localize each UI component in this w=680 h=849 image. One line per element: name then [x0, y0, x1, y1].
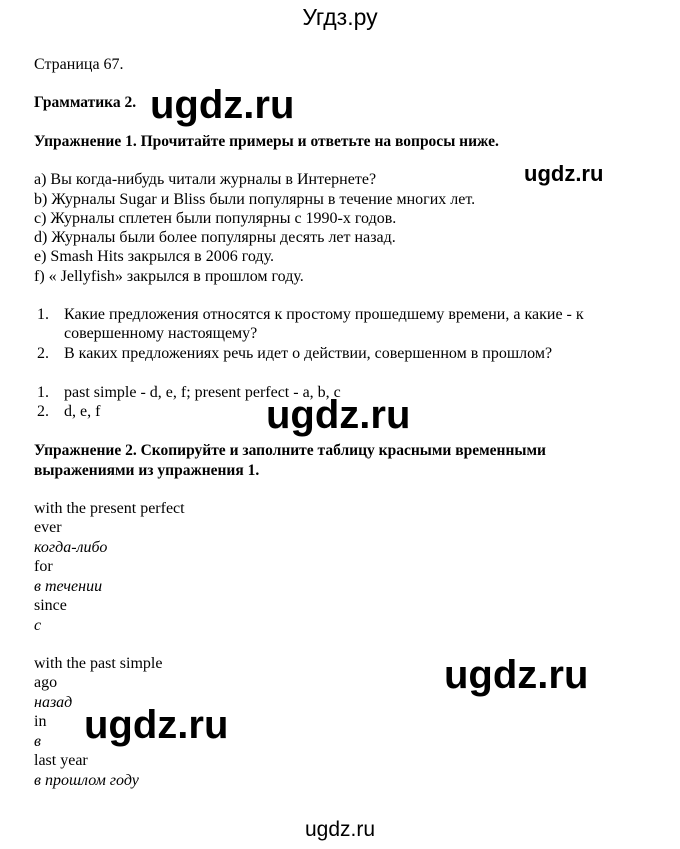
pp-item-1-en: ever — [34, 519, 62, 536]
ps-item-2-ru: в — [34, 733, 41, 750]
watermark-2: ugdz.ru — [524, 161, 604, 186]
ps-item-3-ru: в прошлом году — [34, 772, 139, 789]
watermark-5: ugdz.ru — [84, 703, 229, 747]
watermark-3: ugdz.ru — [266, 393, 411, 437]
question-1-line-1: Какие предложения относятся к простому прошедшему времени, а какие - к — [64, 306, 584, 323]
question-1-line-2: совершенному настоящему? — [64, 325, 258, 342]
example-c: c) Журналы сплетен были популярны с 1990-х годов. — [34, 210, 397, 227]
example-b: b) Журналы Sugar и Bliss были популярны в течение многих лет. — [34, 191, 476, 208]
exercise-2-title-line-1: Упражнение 2. Скопируйте и заполните таблицу красными временными — [34, 442, 546, 459]
answer-1-text: past simple - d, e, f; present perfect - a, b, c — [64, 384, 341, 401]
watermark-1: ugdz.ru — [150, 83, 295, 127]
exercise-2-title-line-2: выражениями из упражнения 1. — [34, 462, 260, 479]
footer-watermark: ugdz.ru — [304, 818, 376, 841]
pp-item-1-ru: когда-либо — [34, 539, 108, 556]
ps-item-2-en: in — [34, 713, 47, 730]
example-f: f) « Jellyfish» закрылся в прошлом году. — [34, 268, 304, 285]
exercise-1-title: Упражнение 1. Прочитайте примеры и ответьте на вопросы ниже. — [34, 133, 499, 150]
question-1-number: 1. — [37, 306, 49, 323]
answer-1-number: 1. — [37, 384, 49, 401]
ps-item-1-en: ago — [34, 674, 58, 691]
answer-2-text: d, e, f — [64, 403, 101, 420]
watermark-4: ugdz.ru — [444, 653, 589, 697]
present-perfect-heading: with the present perfect — [34, 500, 185, 517]
answer-2-number: 2. — [37, 403, 49, 420]
page-number: Страница 67. — [34, 56, 124, 73]
ps-item-3-en: last year — [34, 752, 88, 769]
pp-item-3-ru: с — [34, 617, 42, 634]
example-a: a) Вы когда-нибудь читали журналы в Интернете? — [34, 171, 377, 188]
example-e: e) Smash Hits закрылся в 2006 году. — [34, 248, 274, 265]
pp-item-2-ru: в течении — [34, 578, 103, 595]
pp-item-2-en: for — [34, 558, 53, 575]
question-2-line-1: В каких предложениях речь идет о действии, совершенном в прошлом? — [64, 345, 553, 362]
site-title: Угдз.ру — [302, 4, 378, 30]
question-2-number: 2. — [37, 345, 49, 362]
example-d: d) Журналы были более популярны десять лет назад. — [34, 229, 396, 246]
section-heading: Грамматика 2. — [34, 94, 137, 111]
ps-item-1-ru: назад — [34, 694, 73, 711]
pp-item-3-en: since — [34, 597, 67, 614]
past-simple-heading: with the past simple — [34, 655, 163, 672]
